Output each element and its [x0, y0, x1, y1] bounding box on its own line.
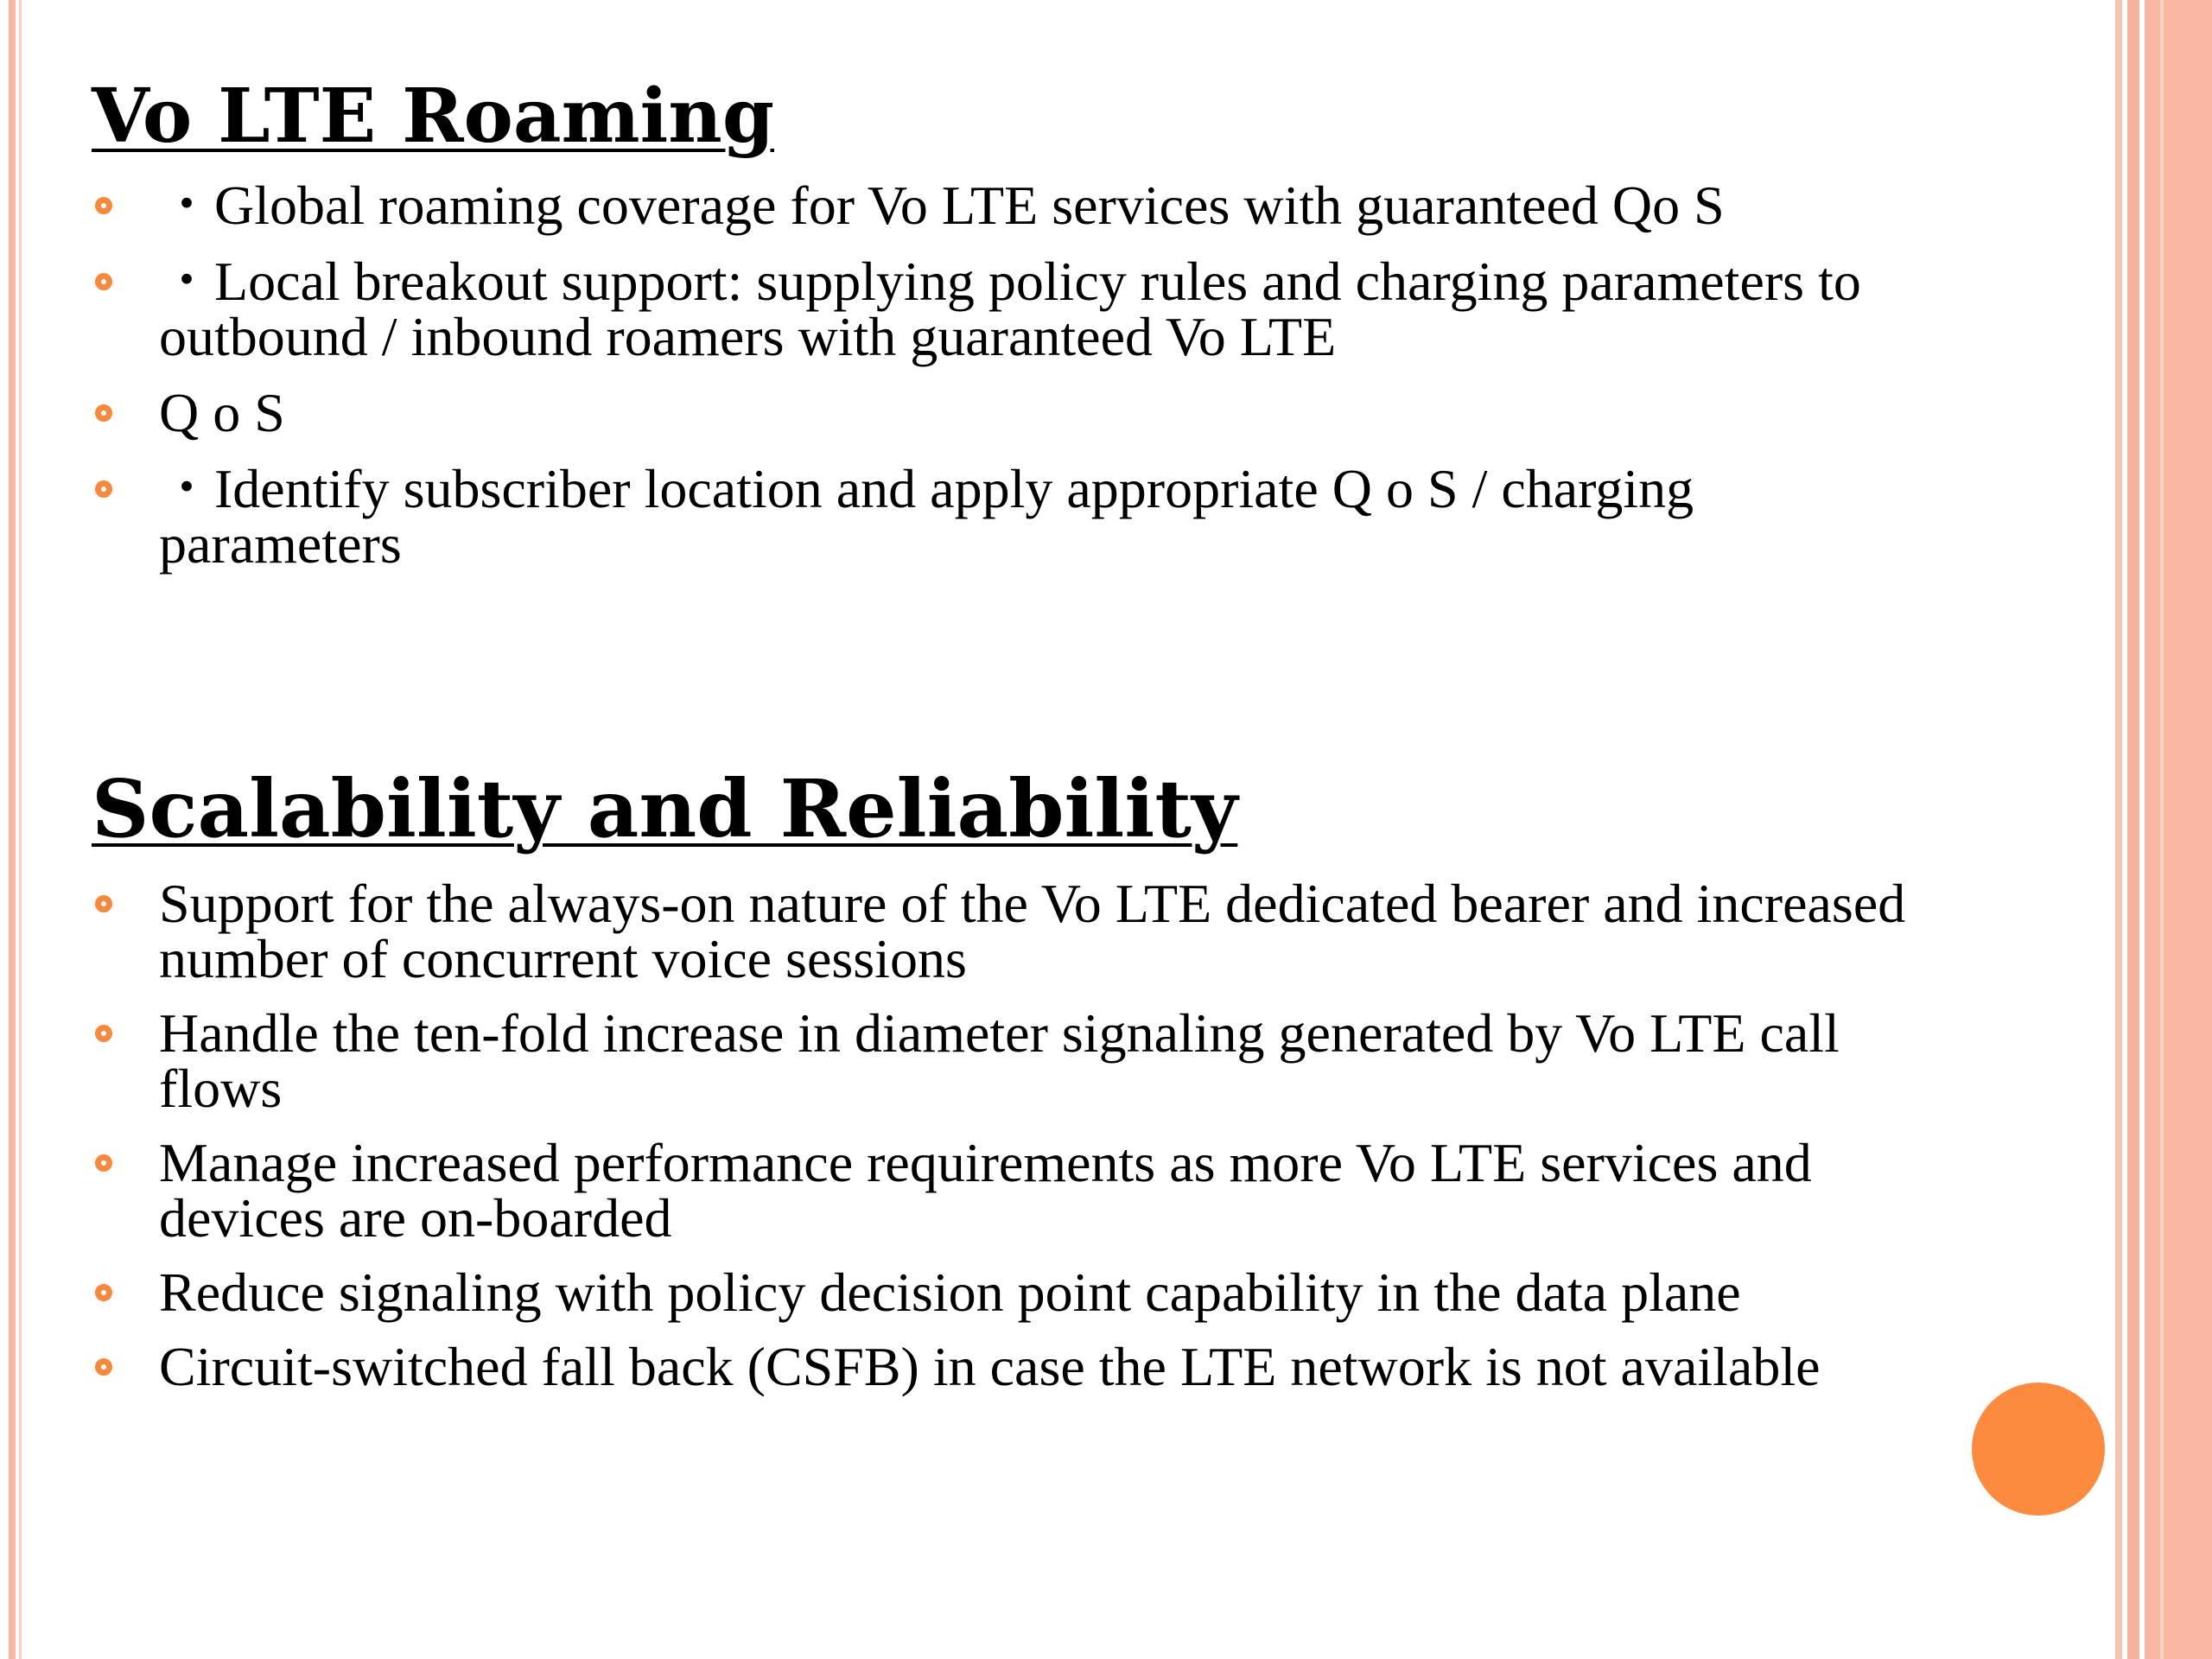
list-item — [92, 1002, 1941, 1119]
scalability-list — [92, 873, 1941, 1414]
list-item-text: Handle the ten-fold increase in diameter signaling generated by Vo LTE call flows — [159, 1002, 1840, 1119]
left-border-inner-line — [19, 0, 22, 1659]
list-item-text: ・Identify subscriber location and apply appropriate Q o S / charging parameters — [159, 458, 1694, 575]
list-item — [92, 873, 1941, 989]
accent-circle — [1972, 1382, 2105, 1516]
list-item — [92, 175, 1941, 236]
right-border-band — [2145, 0, 2212, 1659]
list-item-text: Reduce signaling with policy decision point capability in the data plane — [159, 1262, 1741, 1323]
right-border-band-highlight — [2160, 0, 2164, 1659]
list-item — [92, 382, 1941, 443]
volte-roaming-list — [92, 175, 1941, 593]
list-item — [92, 458, 1941, 575]
ring-bullet-icon — [95, 1154, 112, 1172]
ring-bullet-icon — [95, 1025, 112, 1042]
list-item — [92, 1132, 1941, 1249]
ring-bullet-icon — [95, 273, 112, 290]
heading-volte-roaming: Vo LTE Roaming — [92, 73, 774, 160]
heading-scalability-reliability: Scalability and Reliability — [92, 762, 1238, 855]
ring-bullet-icon — [95, 1284, 112, 1301]
ring-bullet-icon — [95, 1358, 112, 1376]
ring-bullet-icon — [95, 197, 112, 214]
left-border-line — [9, 0, 16, 1659]
ring-bullet-icon — [95, 480, 112, 498]
list-item-text: Support for the always-on nature of the Vo LTE dedicated bearer and increased number of concurrent voice sessions — [159, 873, 1906, 989]
list-item-text: ・Local breakout support: supplying policy rules and charging parameters to outbound / inbound roamers with guaranteed Vo LTE — [159, 251, 1861, 367]
right-border-line-medium — [2127, 0, 2139, 1659]
list-item-text: ・Global roaming coverage for Vo LTE services with guaranteed Qo S — [159, 175, 1725, 236]
list-item — [92, 1262, 1941, 1323]
right-border-line-thin — [2115, 0, 2122, 1659]
ring-bullet-icon — [95, 404, 112, 422]
ring-bullet-icon — [95, 895, 112, 912]
list-item — [92, 251, 1941, 367]
list-item-text: Q o S — [159, 382, 285, 443]
list-item — [92, 1336, 1941, 1397]
list-item-text: Manage increased performance requirements as more Vo LTE services and devices are on-boarded — [159, 1132, 1812, 1249]
list-item-text: Circuit-switched fall back (CSFB) in case the LTE network is not available — [159, 1336, 1821, 1397]
